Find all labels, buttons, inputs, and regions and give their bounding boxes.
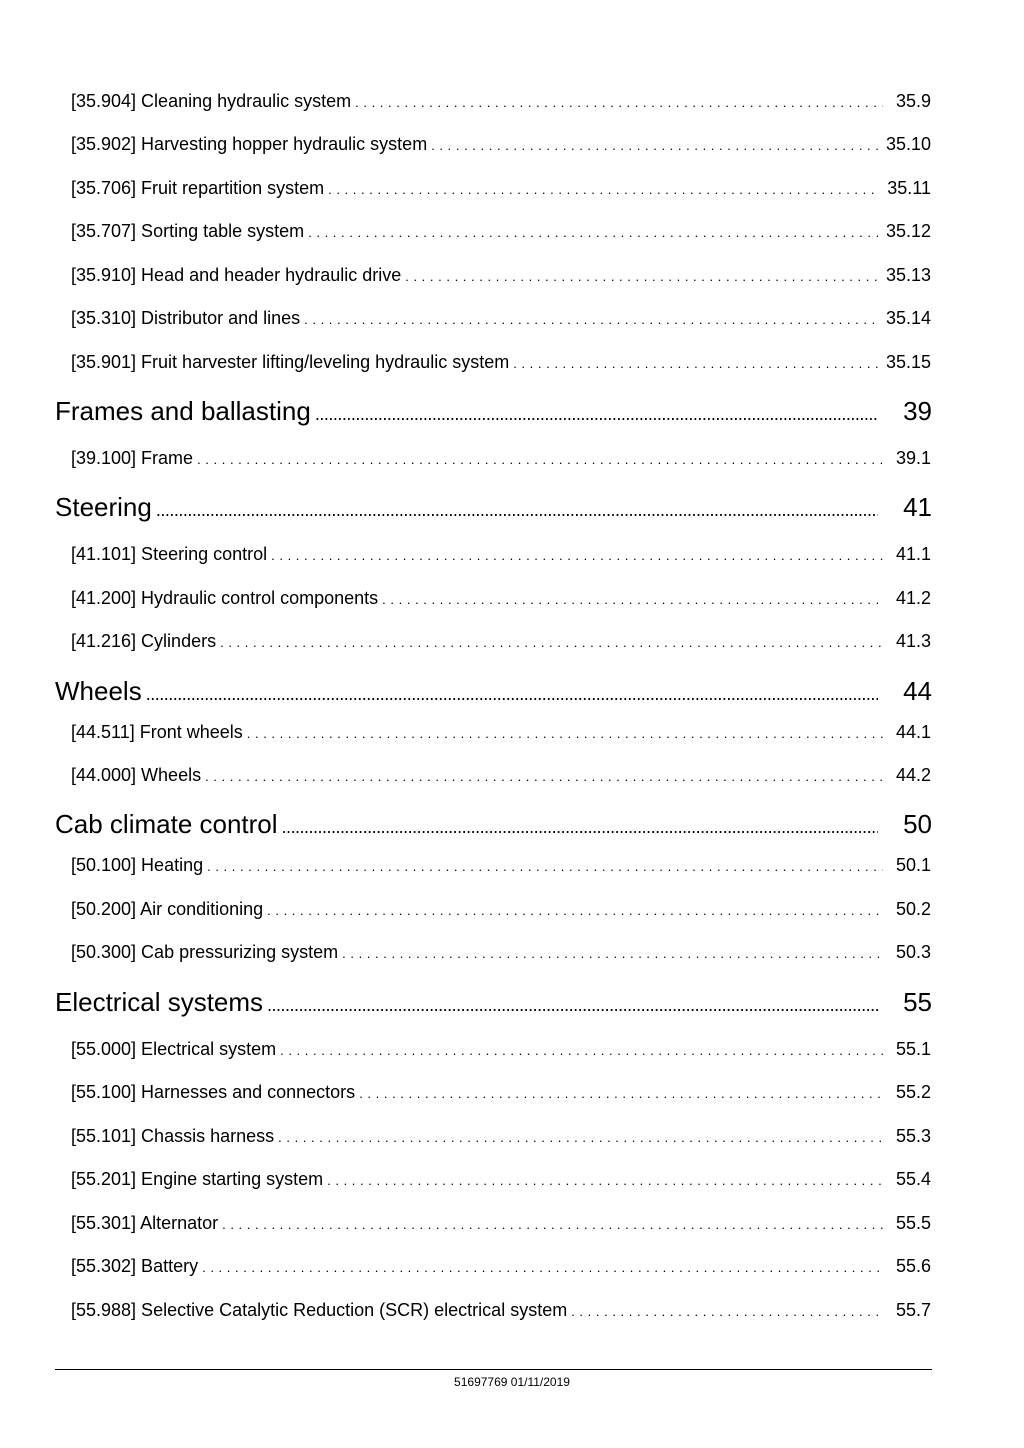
toc-entry[interactable] bbox=[71, 1211, 931, 1235]
dot-leader bbox=[207, 855, 883, 877]
toc-entry-label: [55.988] Selective Catalytic Reduction (SCR) electrical system bbox=[71, 1300, 568, 1320]
toc-entry-page: 44.1 bbox=[895, 722, 931, 742]
toc-entry-page: 50.2 bbox=[895, 899, 931, 919]
toc-entry[interactable] bbox=[71, 1124, 931, 1148]
dot-leader bbox=[146, 677, 878, 708]
toc-entry-label: [41.216] Cylinders bbox=[71, 631, 217, 651]
toc-entry-page: 39.1 bbox=[895, 448, 931, 468]
toc-entry[interactable] bbox=[71, 263, 931, 287]
toc-entry[interactable] bbox=[71, 853, 931, 877]
toc-entry-page: 44.2 bbox=[895, 765, 931, 785]
toc-section-page: 39 bbox=[903, 396, 932, 426]
toc-entry-label: [39.100] Frame bbox=[71, 448, 194, 468]
dot-leader bbox=[267, 899, 883, 921]
toc-section-heading[interactable] bbox=[55, 674, 932, 708]
toc-entry-label: [44.000] Wheels bbox=[71, 765, 202, 785]
footer-document-id: 51697769 01/11/2019 bbox=[454, 1375, 570, 1389]
toc-section-heading[interactable] bbox=[55, 807, 932, 841]
dot-leader bbox=[280, 1039, 883, 1061]
toc-entry-label: [55.301] Alternator bbox=[71, 1213, 219, 1233]
toc-section-label: Wheels bbox=[55, 676, 142, 706]
toc-entry-page: 55.5 bbox=[895, 1213, 931, 1233]
toc-entry-page: 55.2 bbox=[895, 1082, 931, 1102]
dot-leader bbox=[327, 1169, 883, 1191]
toc-entry-page: 35.14 bbox=[885, 308, 931, 328]
dot-leader bbox=[271, 544, 883, 566]
toc-entry-label: [55.000] Electrical system bbox=[71, 1039, 277, 1059]
toc-entry-page: 55.7 bbox=[895, 1300, 931, 1320]
toc-section-label: Electrical systems bbox=[55, 987, 264, 1017]
toc-entry-page: 55.6 bbox=[895, 1256, 931, 1276]
dot-leader bbox=[205, 765, 883, 787]
toc-entry-label: [41.200] Hydraulic control components bbox=[71, 588, 379, 608]
toc-entry-page: 55.3 bbox=[895, 1126, 931, 1146]
dot-leader bbox=[571, 1300, 883, 1322]
toc-entry-page: 41.1 bbox=[895, 544, 931, 564]
toc-entry-page: 35.10 bbox=[885, 134, 931, 154]
toc-entry-page: 55.1 bbox=[895, 1039, 931, 1059]
toc-entry-label: [44.511] Front wheels bbox=[71, 722, 243, 742]
dot-leader bbox=[315, 397, 878, 428]
toc-entry-label: [55.100] Harnesses and connectors bbox=[71, 1082, 356, 1102]
toc-entry[interactable] bbox=[71, 89, 931, 113]
toc-section-heading[interactable] bbox=[55, 490, 932, 524]
toc-entry[interactable] bbox=[71, 132, 931, 156]
dot-leader bbox=[359, 1082, 883, 1104]
toc-entry-label: [35.707] Sorting table system bbox=[71, 221, 305, 241]
toc-entry-page: 35.9 bbox=[895, 91, 931, 111]
toc-entry-label: [55.201] Engine starting system bbox=[71, 1169, 324, 1189]
footer-divider bbox=[55, 1369, 932, 1370]
toc-section-heading[interactable] bbox=[55, 394, 932, 428]
toc-entry[interactable] bbox=[71, 350, 931, 374]
toc-entry-page: 41.2 bbox=[895, 588, 931, 608]
toc-entry[interactable] bbox=[71, 940, 931, 964]
dot-leader bbox=[222, 1213, 883, 1235]
dot-leader bbox=[308, 221, 878, 243]
toc-entry-label: [55.302] Battery bbox=[71, 1256, 199, 1276]
toc-entry-label: [35.901] Fruit harvester lifting/leveling hydraulic system bbox=[71, 352, 510, 372]
toc-entry[interactable] bbox=[71, 720, 931, 744]
dot-leader bbox=[247, 722, 883, 744]
dot-leader bbox=[382, 588, 883, 610]
toc-section-label: Frames and ballasting bbox=[55, 396, 311, 426]
toc-entry-label: [41.101] Steering control bbox=[71, 544, 268, 564]
toc-entry-page: 35.12 bbox=[885, 221, 931, 241]
toc-entry[interactable] bbox=[71, 1167, 931, 1191]
toc-entry-label: [50.200] Air conditioning bbox=[71, 899, 264, 919]
toc-entry[interactable] bbox=[71, 763, 931, 787]
toc-section-label: Cab climate control bbox=[55, 809, 278, 839]
dot-leader bbox=[513, 352, 878, 374]
toc-section-page: 41 bbox=[903, 492, 932, 522]
dot-leader bbox=[220, 631, 883, 653]
dot-leader bbox=[197, 448, 883, 470]
toc-entry-label: [55.101] Chassis harness bbox=[71, 1126, 275, 1146]
toc-entry[interactable] bbox=[71, 629, 931, 653]
dot-leader bbox=[342, 942, 883, 964]
toc-entry-page: 41.3 bbox=[895, 631, 931, 651]
dot-leader bbox=[304, 308, 878, 330]
toc-entry[interactable] bbox=[71, 1080, 931, 1104]
toc-entry[interactable] bbox=[71, 1254, 931, 1278]
toc-entry[interactable] bbox=[71, 1298, 931, 1322]
toc-entry[interactable] bbox=[71, 219, 931, 243]
toc-entry-page: 50.1 bbox=[895, 855, 931, 875]
toc-entry-label: [50.300] Cab pressurizing system bbox=[71, 942, 339, 962]
toc-section-page: 50 bbox=[903, 809, 932, 839]
toc-section-label: Steering bbox=[55, 492, 152, 522]
toc-entry-page: 35.13 bbox=[885, 265, 931, 285]
toc-section-page: 44 bbox=[903, 676, 932, 706]
toc-entry-label: [35.310] Distributor and lines bbox=[71, 308, 301, 328]
toc-entry[interactable] bbox=[71, 586, 931, 610]
dot-leader bbox=[267, 988, 878, 1019]
dot-leader bbox=[405, 265, 878, 287]
dot-leader bbox=[328, 178, 879, 200]
dot-leader bbox=[355, 91, 883, 113]
toc-entry-page: 55.4 bbox=[895, 1169, 931, 1189]
toc-entry-page: 35.15 bbox=[885, 352, 931, 372]
dot-leader bbox=[282, 810, 878, 841]
dot-leader bbox=[278, 1126, 883, 1148]
toc-section-heading[interactable] bbox=[55, 985, 932, 1019]
toc-entry[interactable] bbox=[71, 446, 931, 470]
toc-entry[interactable] bbox=[71, 1037, 931, 1061]
toc-entry[interactable] bbox=[71, 542, 931, 566]
toc-entry-label: [35.910] Head and header hydraulic drive bbox=[71, 265, 402, 285]
toc-entry-label: [35.706] Fruit repartition system bbox=[71, 178, 325, 198]
toc-entry-label: [35.902] Harvesting hopper hydraulic system bbox=[71, 134, 428, 154]
toc-entry-page: 50.3 bbox=[895, 942, 931, 962]
toc-section-page: 55 bbox=[903, 987, 932, 1017]
toc-entry[interactable] bbox=[71, 897, 931, 921]
dot-leader bbox=[431, 134, 878, 156]
toc-entry[interactable] bbox=[71, 176, 931, 200]
toc-entry-label: [50.100] Heating bbox=[71, 855, 204, 875]
toc-entry-page: 35.11 bbox=[887, 178, 931, 198]
toc-entry-label: [35.904] Cleaning hydraulic system bbox=[71, 91, 352, 111]
dot-leader bbox=[156, 493, 878, 524]
dot-leader bbox=[202, 1256, 883, 1278]
toc-entry[interactable] bbox=[71, 306, 931, 330]
